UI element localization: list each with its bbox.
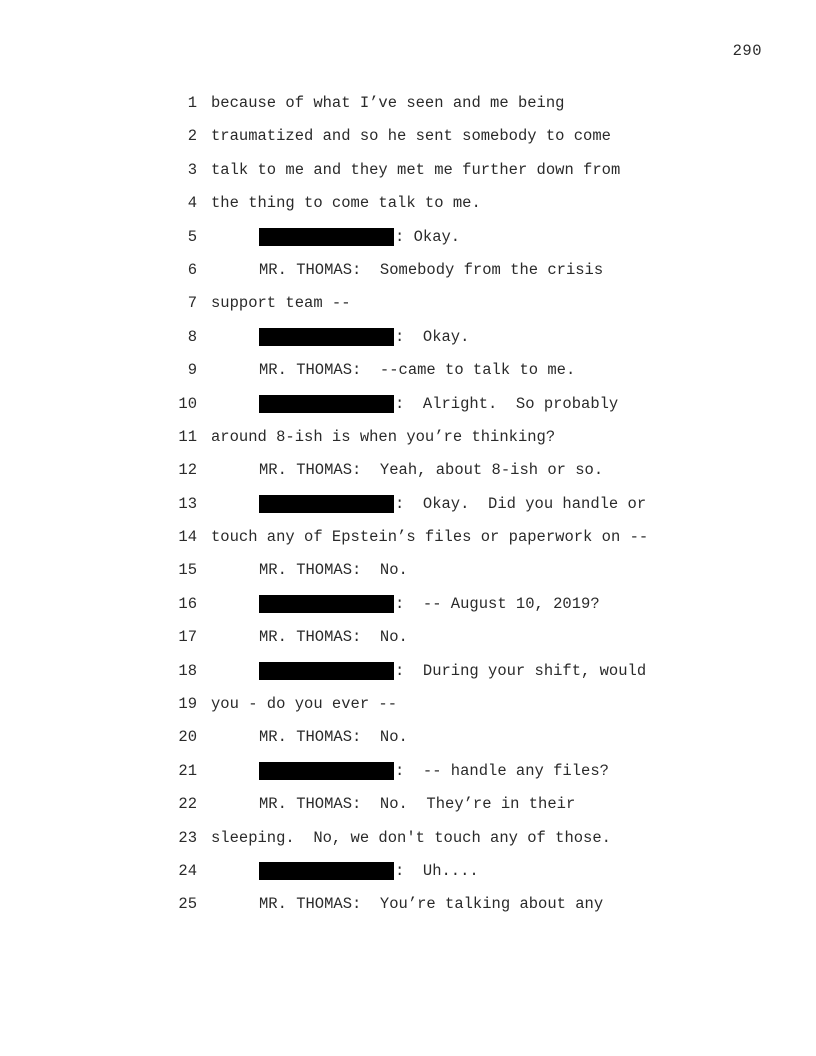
transcript-line: [0, 93, 816, 126]
line-number: 12: [178, 461, 197, 480]
transcript-line: [0, 327, 816, 360]
transcript-line: [0, 427, 816, 460]
line-text: MR. THOMAS: No. They’re in their: [259, 795, 576, 814]
transcript-line: [0, 126, 816, 159]
line-text: support team --: [211, 294, 351, 313]
line-number: 1: [187, 94, 197, 112]
line-text: : Okay.: [395, 227, 461, 246]
line-number: 25: [178, 895, 197, 914]
transcript-line: [0, 494, 816, 527]
transcript-line: [0, 360, 816, 393]
transcript-line: [0, 560, 816, 593]
transcript-line: [0, 694, 816, 727]
line-text: MR. THOMAS: No.: [259, 728, 408, 747]
line-number: 10: [178, 394, 197, 413]
line-text: : -- August 10, 2019?: [395, 594, 600, 613]
transcript-line: [0, 594, 816, 627]
transcript-line: [0, 460, 816, 493]
line-number: 17: [178, 628, 197, 647]
line-number: 21: [178, 761, 197, 780]
transcript-line: [0, 260, 816, 293]
line-text: MR. THOMAS: --came to talk to me.: [259, 361, 576, 380]
line-number: 22: [178, 795, 197, 814]
line-number: 2: [187, 127, 197, 146]
transcript-lines: [0, 93, 816, 928]
line-number: 9: [187, 361, 197, 380]
line-text: : Okay.: [395, 327, 470, 346]
redaction-box: [259, 762, 394, 780]
line-text: : During your shift, would: [395, 661, 647, 680]
transcript-line: [0, 727, 816, 760]
line-text: around 8-ish is when you’re thinking?: [211, 427, 556, 446]
transcript-line: [0, 394, 816, 427]
transcript-line: [0, 894, 816, 927]
line-text: : -- handle any files?: [395, 761, 609, 780]
line-text: because of what I’ve seen and me being: [211, 94, 565, 112]
transcript-line: [0, 227, 816, 260]
line-text: the thing to come talk to me.: [211, 194, 481, 213]
line-number: 23: [178, 828, 197, 847]
line-text: MR. THOMAS: No.: [259, 561, 408, 580]
redaction-box: [259, 395, 394, 413]
line-number: 8: [187, 327, 197, 346]
transcript-line: [0, 193, 816, 226]
line-number: 19: [178, 695, 197, 714]
line-text: touch any of Epstein’s files or paperwork on --: [211, 528, 649, 547]
transcript-line: [0, 293, 816, 326]
line-number: 5: [187, 227, 197, 246]
line-text: MR. THOMAS: Somebody from the crisis: [259, 260, 604, 279]
line-text: : Okay. Did you handle or: [395, 494, 647, 513]
line-text: : Alright. So probably: [395, 394, 619, 413]
line-text: traumatized and so he sent somebody to come: [211, 127, 611, 146]
line-number: 6: [187, 260, 197, 279]
transcript-line: [0, 627, 816, 660]
line-number: 7: [187, 294, 197, 313]
redaction-box: [259, 662, 394, 680]
redaction-box: [259, 595, 394, 613]
line-number: 20: [178, 728, 197, 747]
line-number: 24: [178, 861, 197, 880]
transcript-line: [0, 828, 816, 861]
line-text: you - do you ever --: [211, 695, 398, 714]
transcript-line: [0, 160, 816, 193]
redaction-box: [259, 228, 394, 246]
page-number: 290: [732, 42, 762, 60]
transcript-line: [0, 661, 816, 694]
line-number: 11: [178, 427, 197, 446]
line-number: 16: [178, 594, 197, 613]
line-text: MR. THOMAS: No.: [259, 628, 408, 647]
line-number: 4: [187, 194, 197, 213]
line-text: : Uh....: [395, 861, 479, 880]
line-number: 13: [178, 494, 197, 513]
redaction-box: [259, 495, 394, 513]
line-text: talk to me and they met me further down from: [211, 160, 621, 179]
line-number: 14: [178, 528, 197, 547]
redaction-box: [259, 328, 394, 346]
transcript-line: [0, 861, 816, 894]
line-number: 15: [178, 561, 197, 580]
redaction-box: [259, 862, 394, 880]
transcript-line: [0, 761, 816, 794]
line-text: sleeping. No, we don't touch any of those.: [211, 828, 611, 847]
line-text: MR. THOMAS: You’re talking about any: [259, 895, 604, 914]
transcript-line: [0, 794, 816, 827]
transcript-line: [0, 527, 816, 560]
line-number: 3: [187, 160, 197, 179]
line-number: 18: [178, 661, 197, 680]
line-text: MR. THOMAS: Yeah, about 8-ish or so.: [259, 461, 604, 480]
